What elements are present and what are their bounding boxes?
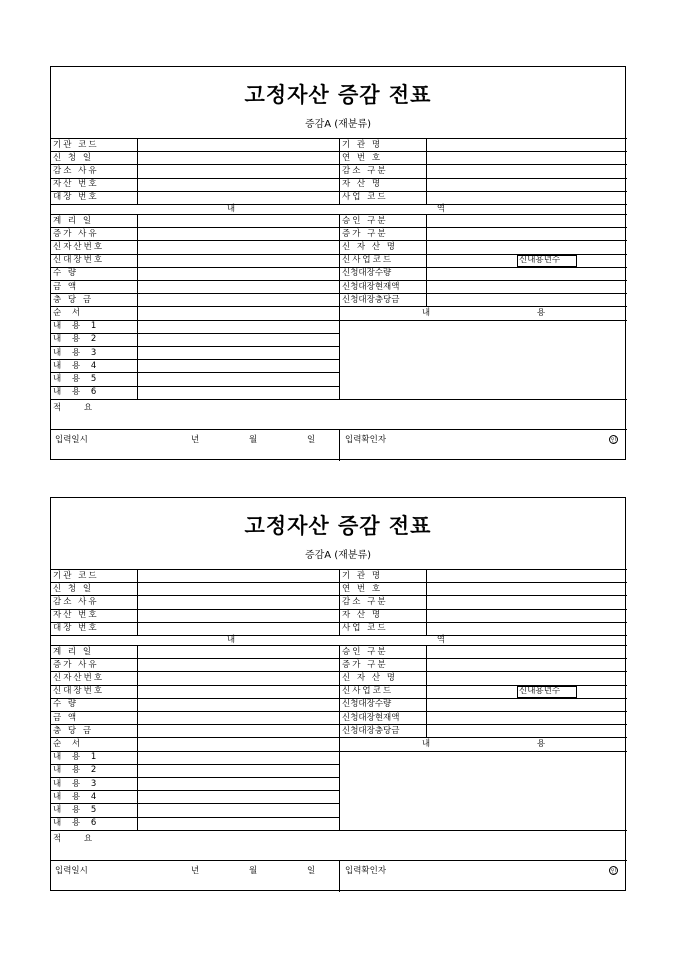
rule-line [137, 306, 138, 319]
field-label: 신자산번호 [53, 241, 105, 252]
field-label: 계 리 일 [53, 215, 94, 226]
rule-line [137, 569, 138, 635]
field-label: 신청대장충당금 [342, 294, 400, 305]
field-label: 수 량 [53, 268, 79, 279]
content-row-label: 내 용 3 [53, 778, 101, 789]
field-label: 금 액 [53, 281, 79, 292]
field-label: 신자산번호 [53, 672, 105, 683]
field-label: 승인 구분 [342, 646, 388, 657]
field-label: 신 자 산 명 [342, 241, 397, 252]
field-label: 기관 코드 [53, 139, 99, 150]
field-label: 사업 코드 [342, 623, 388, 634]
field-label: 자 산 명 [342, 179, 383, 190]
form-subtitle: 증감A (재분류) [304, 119, 372, 130]
rule-line [137, 645, 138, 737]
field-label: 자 산 명 [342, 610, 383, 621]
rule-line [51, 204, 627, 205]
field-label: 신대장번호 [53, 686, 105, 697]
content-row-label: 내 용 3 [53, 347, 101, 358]
content-row-label: 내 용 1 [53, 752, 101, 763]
field-label: 연 번 호 [342, 152, 383, 163]
field-label: 충 당 금 [53, 294, 94, 305]
rule-line [137, 751, 138, 830]
month-label: 월 [249, 865, 258, 876]
form-subtitle: 증감A (재분류) [304, 550, 372, 561]
rule-line [339, 138, 340, 204]
form-title: 고정자산 증감 전표 [244, 82, 432, 107]
rule-line [426, 569, 427, 635]
section-header-right: 역 [436, 204, 446, 214]
content-row-label: 내 용 2 [53, 765, 101, 776]
rule-line [426, 214, 427, 306]
section-header-left: 내 [226, 204, 236, 214]
rule-line [339, 751, 340, 830]
content-row-label: 내 용 5 [53, 373, 101, 384]
content-row-label: 내 용 4 [53, 791, 101, 802]
section-header-right: 역 [436, 635, 446, 645]
field-label: 신 청 일 [53, 583, 94, 594]
field-label: 대장 번호 [53, 623, 99, 634]
content-header-right: 용 [536, 738, 546, 749]
order-label: 순 서 [53, 738, 85, 749]
field-label: 신사업코드 [342, 686, 394, 697]
content-header-right: 용 [536, 307, 546, 318]
field-label: 신청대장수량 [342, 268, 392, 279]
rule-line [137, 320, 138, 399]
field-label: 승인 구분 [342, 215, 388, 226]
order-label: 순 서 [53, 307, 85, 318]
rule-line [137, 737, 138, 750]
field-label: 수 량 [53, 699, 79, 710]
rule-line [339, 320, 340, 399]
rule-line [137, 214, 138, 306]
field-label: 증가 사유 [53, 228, 99, 239]
field-label: 신사업코드 [342, 255, 394, 266]
field-label: 신청대장수량 [342, 699, 392, 710]
content-row-label: 내 용 2 [53, 334, 101, 345]
rule-line [51, 635, 627, 636]
field-label: 금 액 [53, 712, 79, 723]
month-label: 월 [249, 434, 258, 445]
rule-line [339, 569, 340, 635]
content-row-label: 내 용 6 [53, 818, 101, 829]
input-datetime-label: 입력일시 [55, 434, 88, 445]
field-label: 감소 사유 [53, 165, 99, 176]
field-label: 증가 사유 [53, 659, 99, 670]
voucher-form [50, 497, 626, 891]
field-label: 기 관 명 [342, 139, 383, 150]
rule-line [339, 860, 340, 892]
new-useful-life-label: 신내용년수 [519, 255, 561, 266]
content-header-left: 내 [421, 738, 431, 749]
field-label: 신청대장현재액 [342, 281, 400, 292]
rule-line [339, 214, 340, 306]
field-label: 신대장번호 [53, 255, 105, 266]
form-title: 고정자산 증감 전표 [244, 513, 432, 538]
field-label: 계 리 일 [53, 646, 94, 657]
rule-line [426, 645, 427, 737]
content-header-left: 내 [421, 307, 431, 318]
summary-label: 적 요 [53, 833, 103, 844]
field-label: 신청대장현재액 [342, 712, 400, 723]
rule-line [339, 306, 340, 319]
rule-line [51, 830, 627, 831]
voucher-form [50, 66, 626, 460]
section-header-left: 내 [226, 635, 236, 645]
field-label: 감소 구분 [342, 596, 388, 607]
field-label: 증가 구분 [342, 659, 388, 670]
rule-line [339, 645, 340, 737]
field-label: 대장 번호 [53, 192, 99, 203]
seal-stamp: 인 [610, 437, 617, 445]
field-label: 기관 코드 [53, 570, 99, 581]
input-confirmer-label: 입력확인자 [345, 434, 387, 445]
rule-line [137, 138, 138, 204]
rule-line [339, 737, 340, 750]
year-label: 년 [191, 865, 200, 876]
rule-line [51, 399, 627, 400]
field-label: 신청대장충당금 [342, 725, 400, 736]
rule-line [426, 138, 427, 204]
year-label: 년 [191, 434, 200, 445]
content-row-label: 내 용 6 [53, 387, 101, 398]
seal-stamp: 인 [610, 868, 617, 876]
input-confirmer-label: 입력확인자 [345, 865, 387, 876]
field-label: 감소 구분 [342, 165, 388, 176]
field-label: 충 당 금 [53, 725, 94, 736]
field-label: 자산 번호 [53, 179, 99, 190]
field-label: 신 청 일 [53, 152, 94, 163]
new-useful-life-label: 신내용년수 [519, 686, 561, 697]
field-label: 신 자 산 명 [342, 672, 397, 683]
field-label: 사업 코드 [342, 192, 388, 203]
content-row-label: 내 용 1 [53, 321, 101, 332]
field-label: 기 관 명 [342, 570, 383, 581]
field-label: 감소 사유 [53, 596, 99, 607]
content-row-label: 내 용 5 [53, 804, 101, 815]
rule-line [339, 429, 340, 461]
field-label: 연 번 호 [342, 583, 383, 594]
field-label: 자산 번호 [53, 610, 99, 621]
day-label: 일 [307, 434, 316, 445]
field-label: 증가 구분 [342, 228, 388, 239]
content-row-label: 내 용 4 [53, 360, 101, 371]
input-datetime-label: 입력일시 [55, 865, 88, 876]
day-label: 일 [307, 865, 316, 876]
summary-label: 적 요 [53, 402, 103, 413]
